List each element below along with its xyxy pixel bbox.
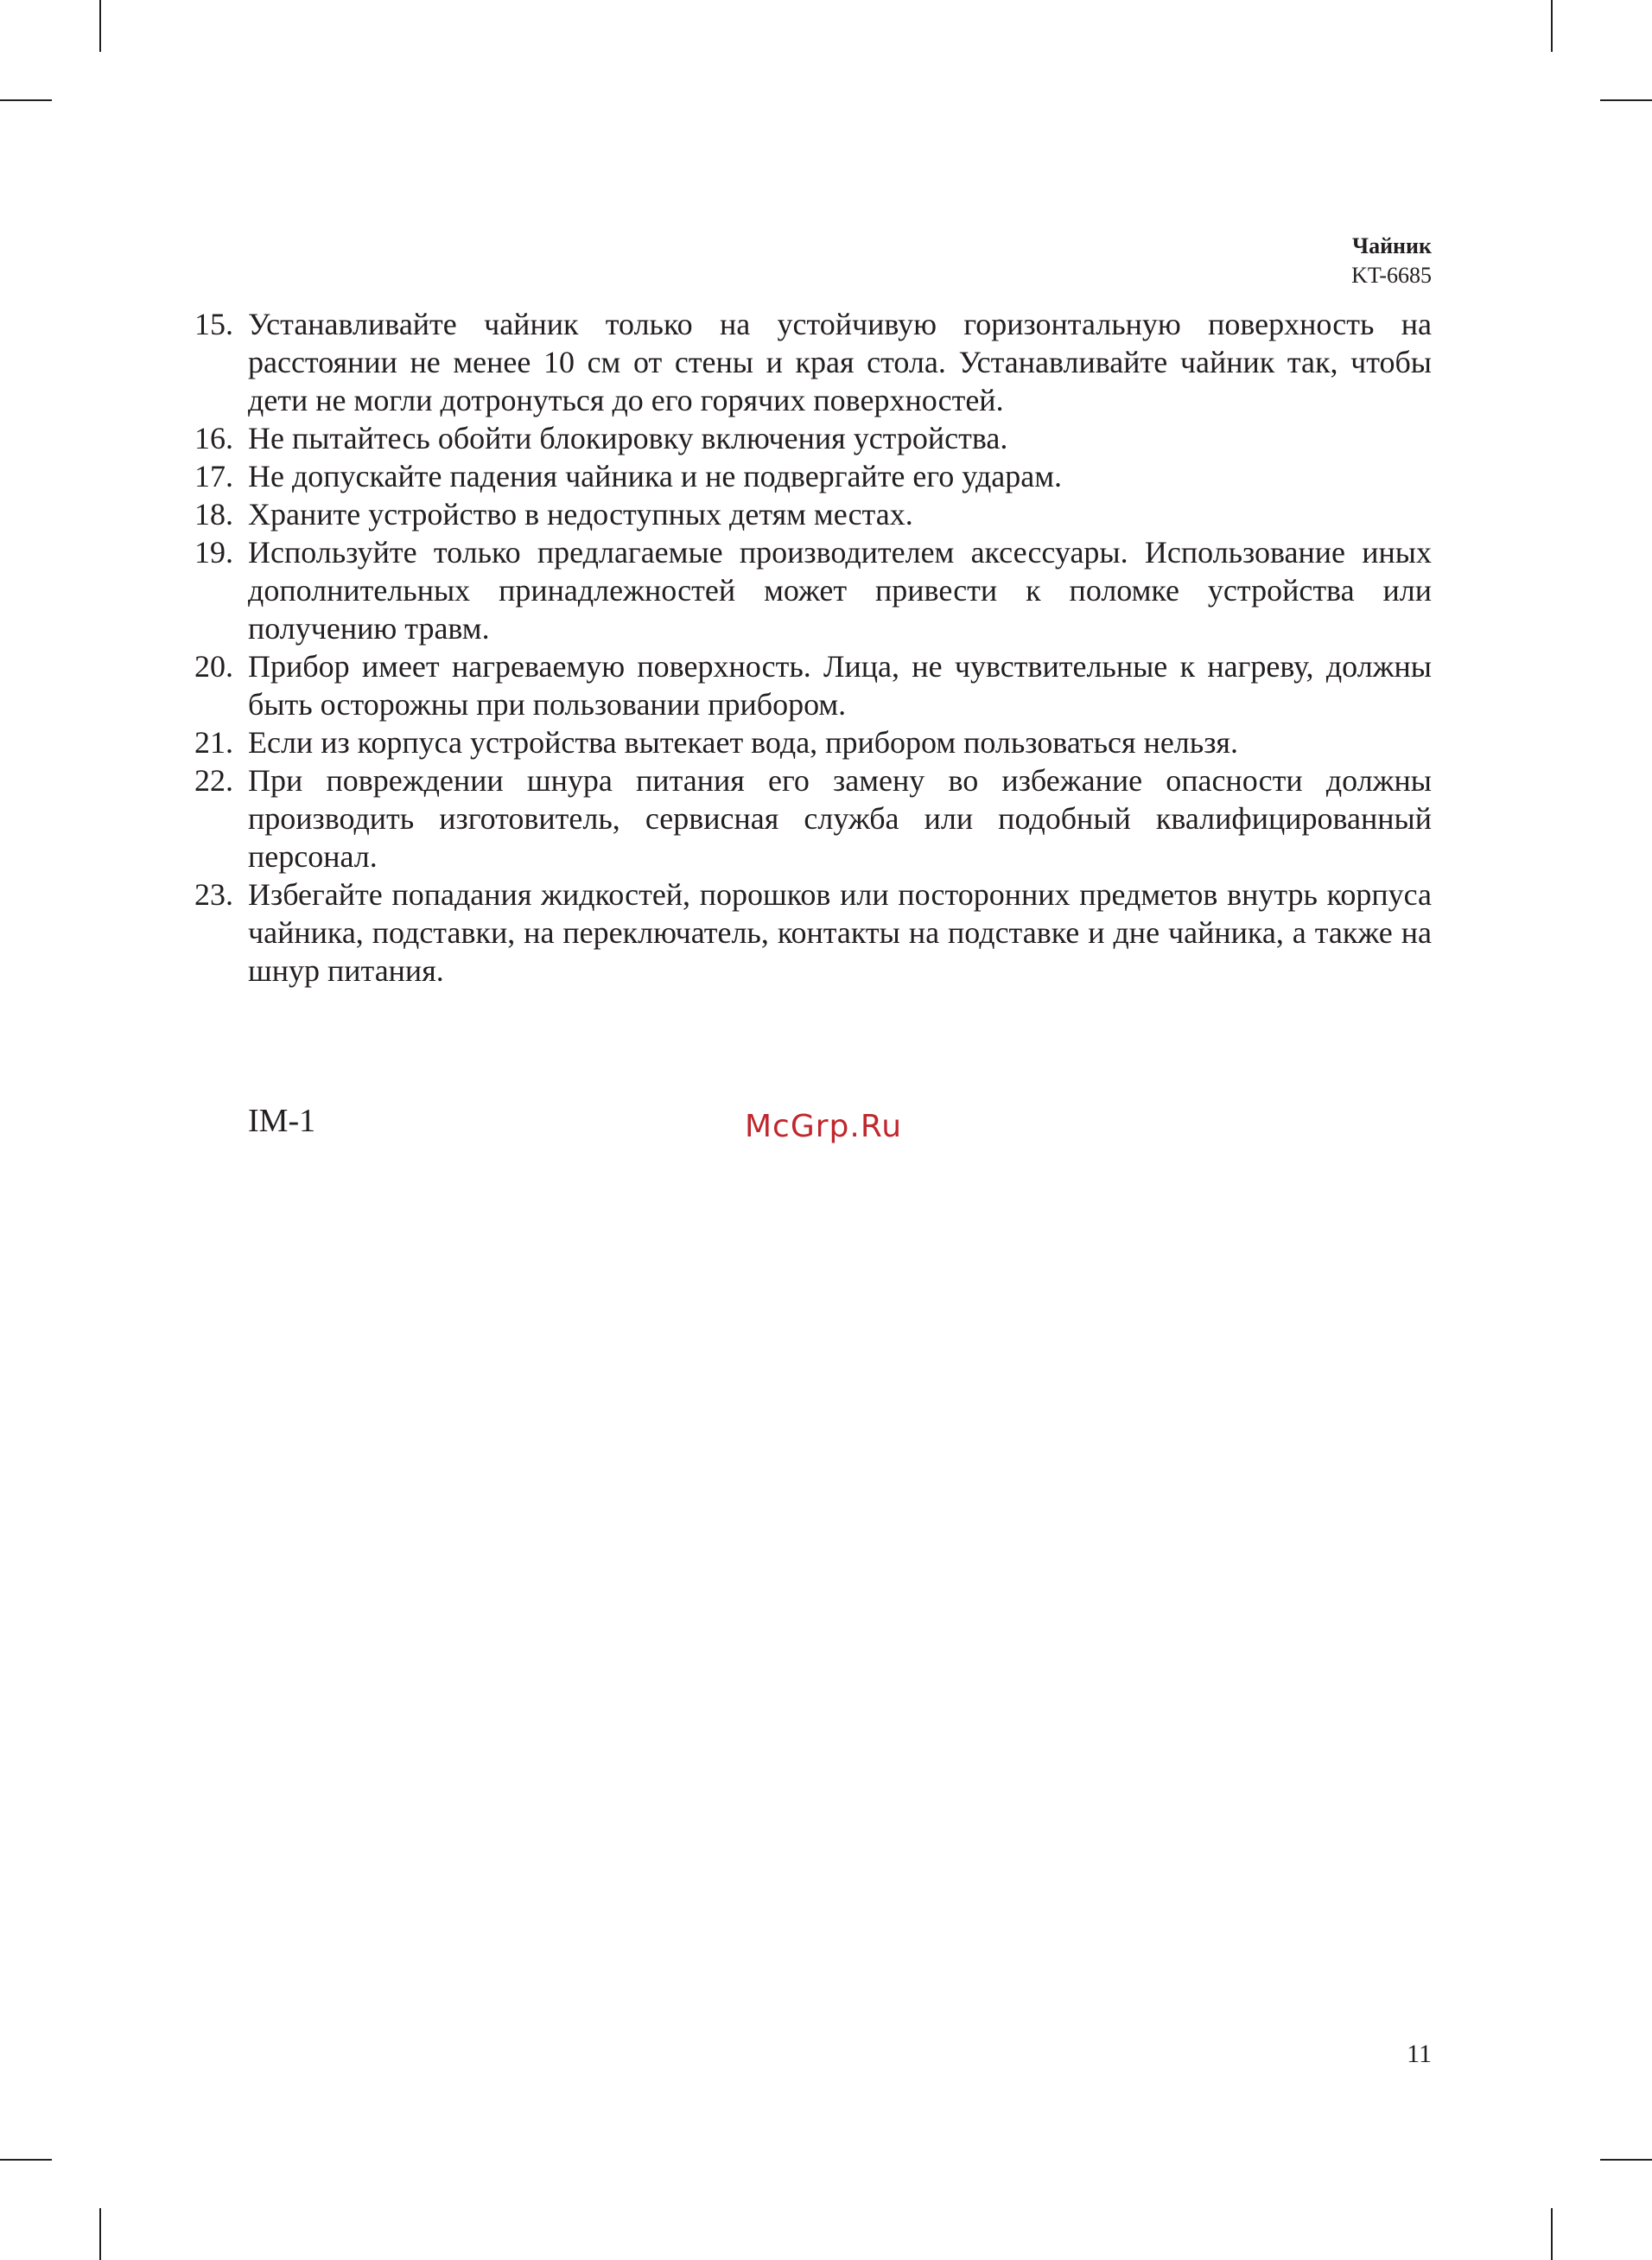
item-number: 22.: [194, 763, 233, 798]
item-number: 23.: [194, 877, 233, 912]
item-text: Прибор имеет нагреваемую поверхность. Лица, не чувствительные к нагреву, должны быть осторожны при пользовании прибором.: [248, 649, 1432, 722]
list-item: [194, 647, 1432, 723]
item-text: Устанавливайте чайник только на устойчивую горизонтальную поверхность на расстоянии не менее 10 см от стены и края стола. Устанавливайте чайник так, чтобы дети не могли дотронуться до его горячих поверхностей.: [248, 307, 1432, 417]
item-text: Используйте только предлагаемые производителем аксессуары. Использование иных дополнительных принадлежностей может привести к поломке устройства или получению травм.: [248, 535, 1432, 646]
item-text: Не допускайте падения чайника и не подвергайте его ударам.: [248, 459, 1063, 493]
item-number: 16.: [194, 421, 233, 455]
list-item: [194, 457, 1432, 495]
model-number: KT-6685: [1351, 263, 1432, 288]
page-header: [1351, 232, 1432, 290]
item-text: Если из корпуса устройства вытекает вода, прибором пользоваться нельзя.: [248, 725, 1238, 760]
item-number: 18.: [194, 497, 233, 532]
item-number: 19.: [194, 535, 233, 570]
list-item: [194, 723, 1432, 761]
item-text: Избегайте попадания жидкостей, порошков или посторонних предметов внутрь корпуса чайника, подставки, на переключатель, контакты на подставке и дне чайника, а также на шнур питания.: [248, 877, 1432, 988]
crop-mark-bottom-right-vertical: [1551, 2208, 1553, 2260]
product-name: Чайник: [1351, 233, 1432, 258]
crop-mark-bottom-left-vertical: [99, 2208, 101, 2260]
list-item: [194, 533, 1432, 647]
crop-mark-top-right-vertical: [1551, 0, 1553, 52]
item-text: Храните устройство в недоступных детям местах.: [248, 497, 913, 532]
crop-mark-bottom-right-horizontal: [1600, 2159, 1652, 2161]
crop-mark-bottom-left-horizontal: [0, 2159, 52, 2161]
crop-mark-top-left-vertical: [99, 0, 101, 52]
item-number: 15.: [194, 307, 233, 341]
item-number: 20.: [194, 649, 233, 684]
list-item: [194, 419, 1432, 457]
item-number: 17.: [194, 459, 233, 493]
list-item: [194, 875, 1432, 990]
list-item: [194, 495, 1432, 533]
list-item: [194, 305, 1432, 419]
safety-instructions-list: [194, 305, 1432, 990]
item-number: 21.: [194, 725, 233, 760]
item-text: При повреждении шнура питания его замену во избежание опасности должны производить изготовитель, сервисная служба или подобный квалифицированный персонал.: [248, 763, 1432, 874]
crop-mark-top-right-horizontal: [1600, 99, 1652, 101]
crop-mark-top-left-horizontal: [0, 99, 52, 101]
document-code: IM-1: [248, 1103, 316, 1139]
list-item: [194, 761, 1432, 875]
page-number: 11: [1407, 2040, 1432, 2068]
item-text: Не пытайтесь обойти блокировку включения устройства.: [248, 421, 1008, 455]
watermark-link[interactable]: McGrp.Ru: [745, 1109, 903, 1144]
